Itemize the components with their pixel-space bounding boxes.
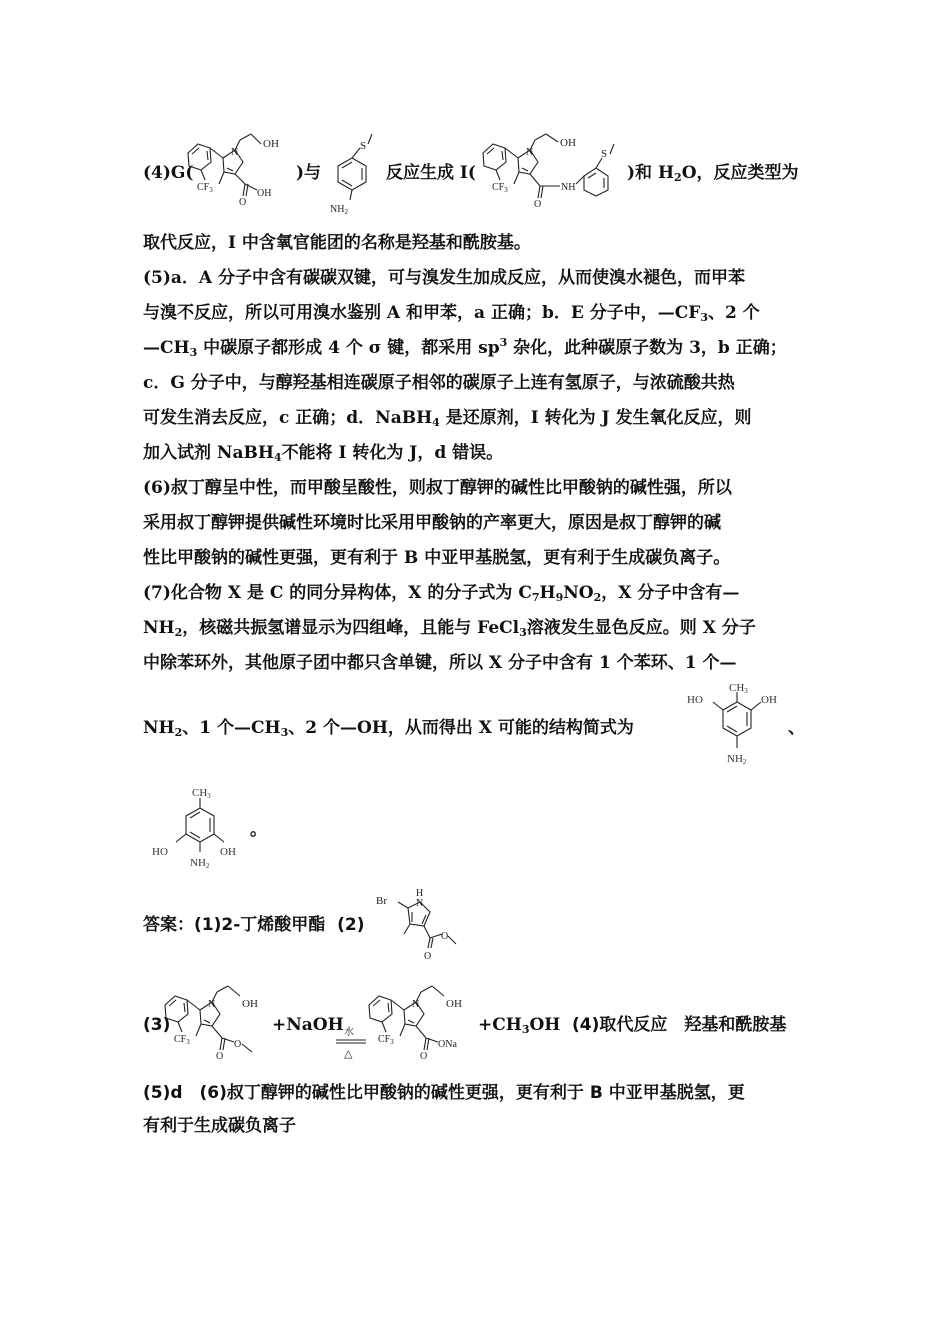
o-label: O [239,197,247,206]
nh2-label: $NH_2$ [330,204,348,215]
part4-with: )与 [296,163,322,183]
s-label: S [601,148,608,160]
o-label: O [420,1051,428,1062]
comma: 、 [788,718,805,738]
part6-line3: 性比甲酸钠的碱性更强，更有利于 B 中亚甲基脱氢，更有利于生成碳负离子。 [143,548,731,568]
n-label: N [416,898,424,909]
oh-acid-label: OH [257,188,272,199]
o-ester-label: O [234,1039,242,1050]
part7-line4: $NH_2$、1 个$—CH_3$、2 个—OH，从而得出 X 可能的结构简式为 [143,718,634,739]
molecule-i [478,128,630,210]
nh2-label: NH2 [190,857,210,870]
answer-ch3oh: $+CH_3OH$ [478,1015,561,1036]
oh-label: OH [446,998,462,1010]
o-label: O [216,1051,224,1062]
cf3-label: $CF_3$ [174,1034,190,1046]
nh2-label: NH2 [727,753,747,766]
part5-line3: $—CH_3$ 中碳原子都形成 4 个 σ 键，都采用 $sp^3$ 杂化，此种碳原子数为 3，b 正确； [143,336,787,359]
part5-line2: 与溴不反应，所以可用溴水鉴别 A 和甲苯，a 正确；b．E 分子中，$—CF_3$、2 个 [143,303,760,324]
answer-p5-line1: (5)d (6)叔丁醇钾的碱性比甲酸钠的碱性更强，更有利于 B 中亚甲基脱氢，更 [143,1083,745,1103]
structure-x1 [685,680,785,770]
answer-p5-line2: 有利于生成碳负离子 [143,1116,296,1136]
nh-label: NH [561,182,576,193]
molecule-reactant [160,980,272,1062]
heat-label: △ [344,1048,353,1060]
part6-line1: (6)叔丁醇呈中性，而甲酸呈酸性，则叔丁醇钾的碱性比甲酸钠的碱性强，所以 [143,478,732,498]
cf3-label: $CF_3$ [492,182,508,194]
part5-line5: 可发生消去反应，c 正确；d．NaBH$_4$ 是还原剂，I 转化为 J 发生氧化反应，则 [143,408,752,429]
period: 。 [250,820,267,840]
part4-line2: 取代反应，I 中含氧官能团的名称是羟基和酰胺基。 [143,233,531,253]
answer-p4: (4)取代反应 羟基和酰胺基 [572,1015,787,1035]
oh-label: OH [560,137,576,149]
molecule-product [364,980,478,1062]
part5-line4: c．G 分子中，与醇羟基相连碳原子相邻的碳原子上连有氢原子，与浓硫酸共热 [143,373,735,393]
part7-line1: (7)化合物 X 是 C 的同分异构体，X 的分子式为 $C_7H_9NO_2$，X 分子中含有— [143,583,740,604]
oh-label: OH [761,694,777,706]
answer-line1: 答案：(1)2-丁烯酸甲酯 (2) [143,915,365,935]
ch3-label: CH3 [192,787,211,800]
part5-line1: (5)a．A 分子中含有碳碳双键，可与溴发生加成反应，从而使溴水褪色，而甲苯 [143,268,746,288]
oh-label: OH [220,846,236,858]
molecule-g [183,128,298,206]
s-label: S [360,140,367,152]
n-label: N [412,999,420,1010]
structure-x2 [148,782,248,872]
o-label: O [534,199,542,210]
ho-label: HO [687,694,703,706]
n-label: N [208,999,216,1010]
ch3-label: CH3 [729,682,748,695]
h-label: H [416,888,424,899]
part5-line6: 加入试剂 NaBH$_4$不能将 I 转化为 J，d 错误。 [143,443,504,464]
part7-line2: $NH_2$，核磁共振氢谱显示为四组峰，且能与 FeCl$_3$溶液发生显色反应。则 X 分子 [143,618,756,639]
water-label: 水 [344,1027,354,1038]
answer-naoh: +NaOH [272,1015,344,1035]
part6-line2: 采用叔丁醇钾提供碱性环境时比采用甲酸钠的产率更大，原因是叔丁醇钾的碱 [143,513,721,533]
br-label: Br [376,895,387,907]
oh-label: OH [263,138,279,150]
part4-and-water: )和 $H_2O$，反应类型为 [627,163,799,184]
o-label: O [424,951,432,962]
molecule-bromopyrrole [372,882,467,962]
molecule-thioaniline [322,130,384,215]
cf3-label: $CF_3$ [197,182,213,194]
n-label: N [231,147,239,158]
ho-label: HO [152,846,168,858]
cf3-label: $CF_3$ [378,1034,394,1046]
part4-prefix: (4)G( [143,163,194,183]
oh-label: OH [242,998,258,1010]
part4-react-gen: 反应生成 I( [386,163,476,183]
answer-p3: (3) [143,1015,171,1035]
ona-label: ONa [438,1039,457,1050]
part7-line3: 中除苯环外，其他原子团中都只含单键，所以 X 分子中含有 1 个苯环、1 个— [143,653,737,673]
n-label: N [526,147,534,158]
o-ester-label: O [441,931,449,942]
